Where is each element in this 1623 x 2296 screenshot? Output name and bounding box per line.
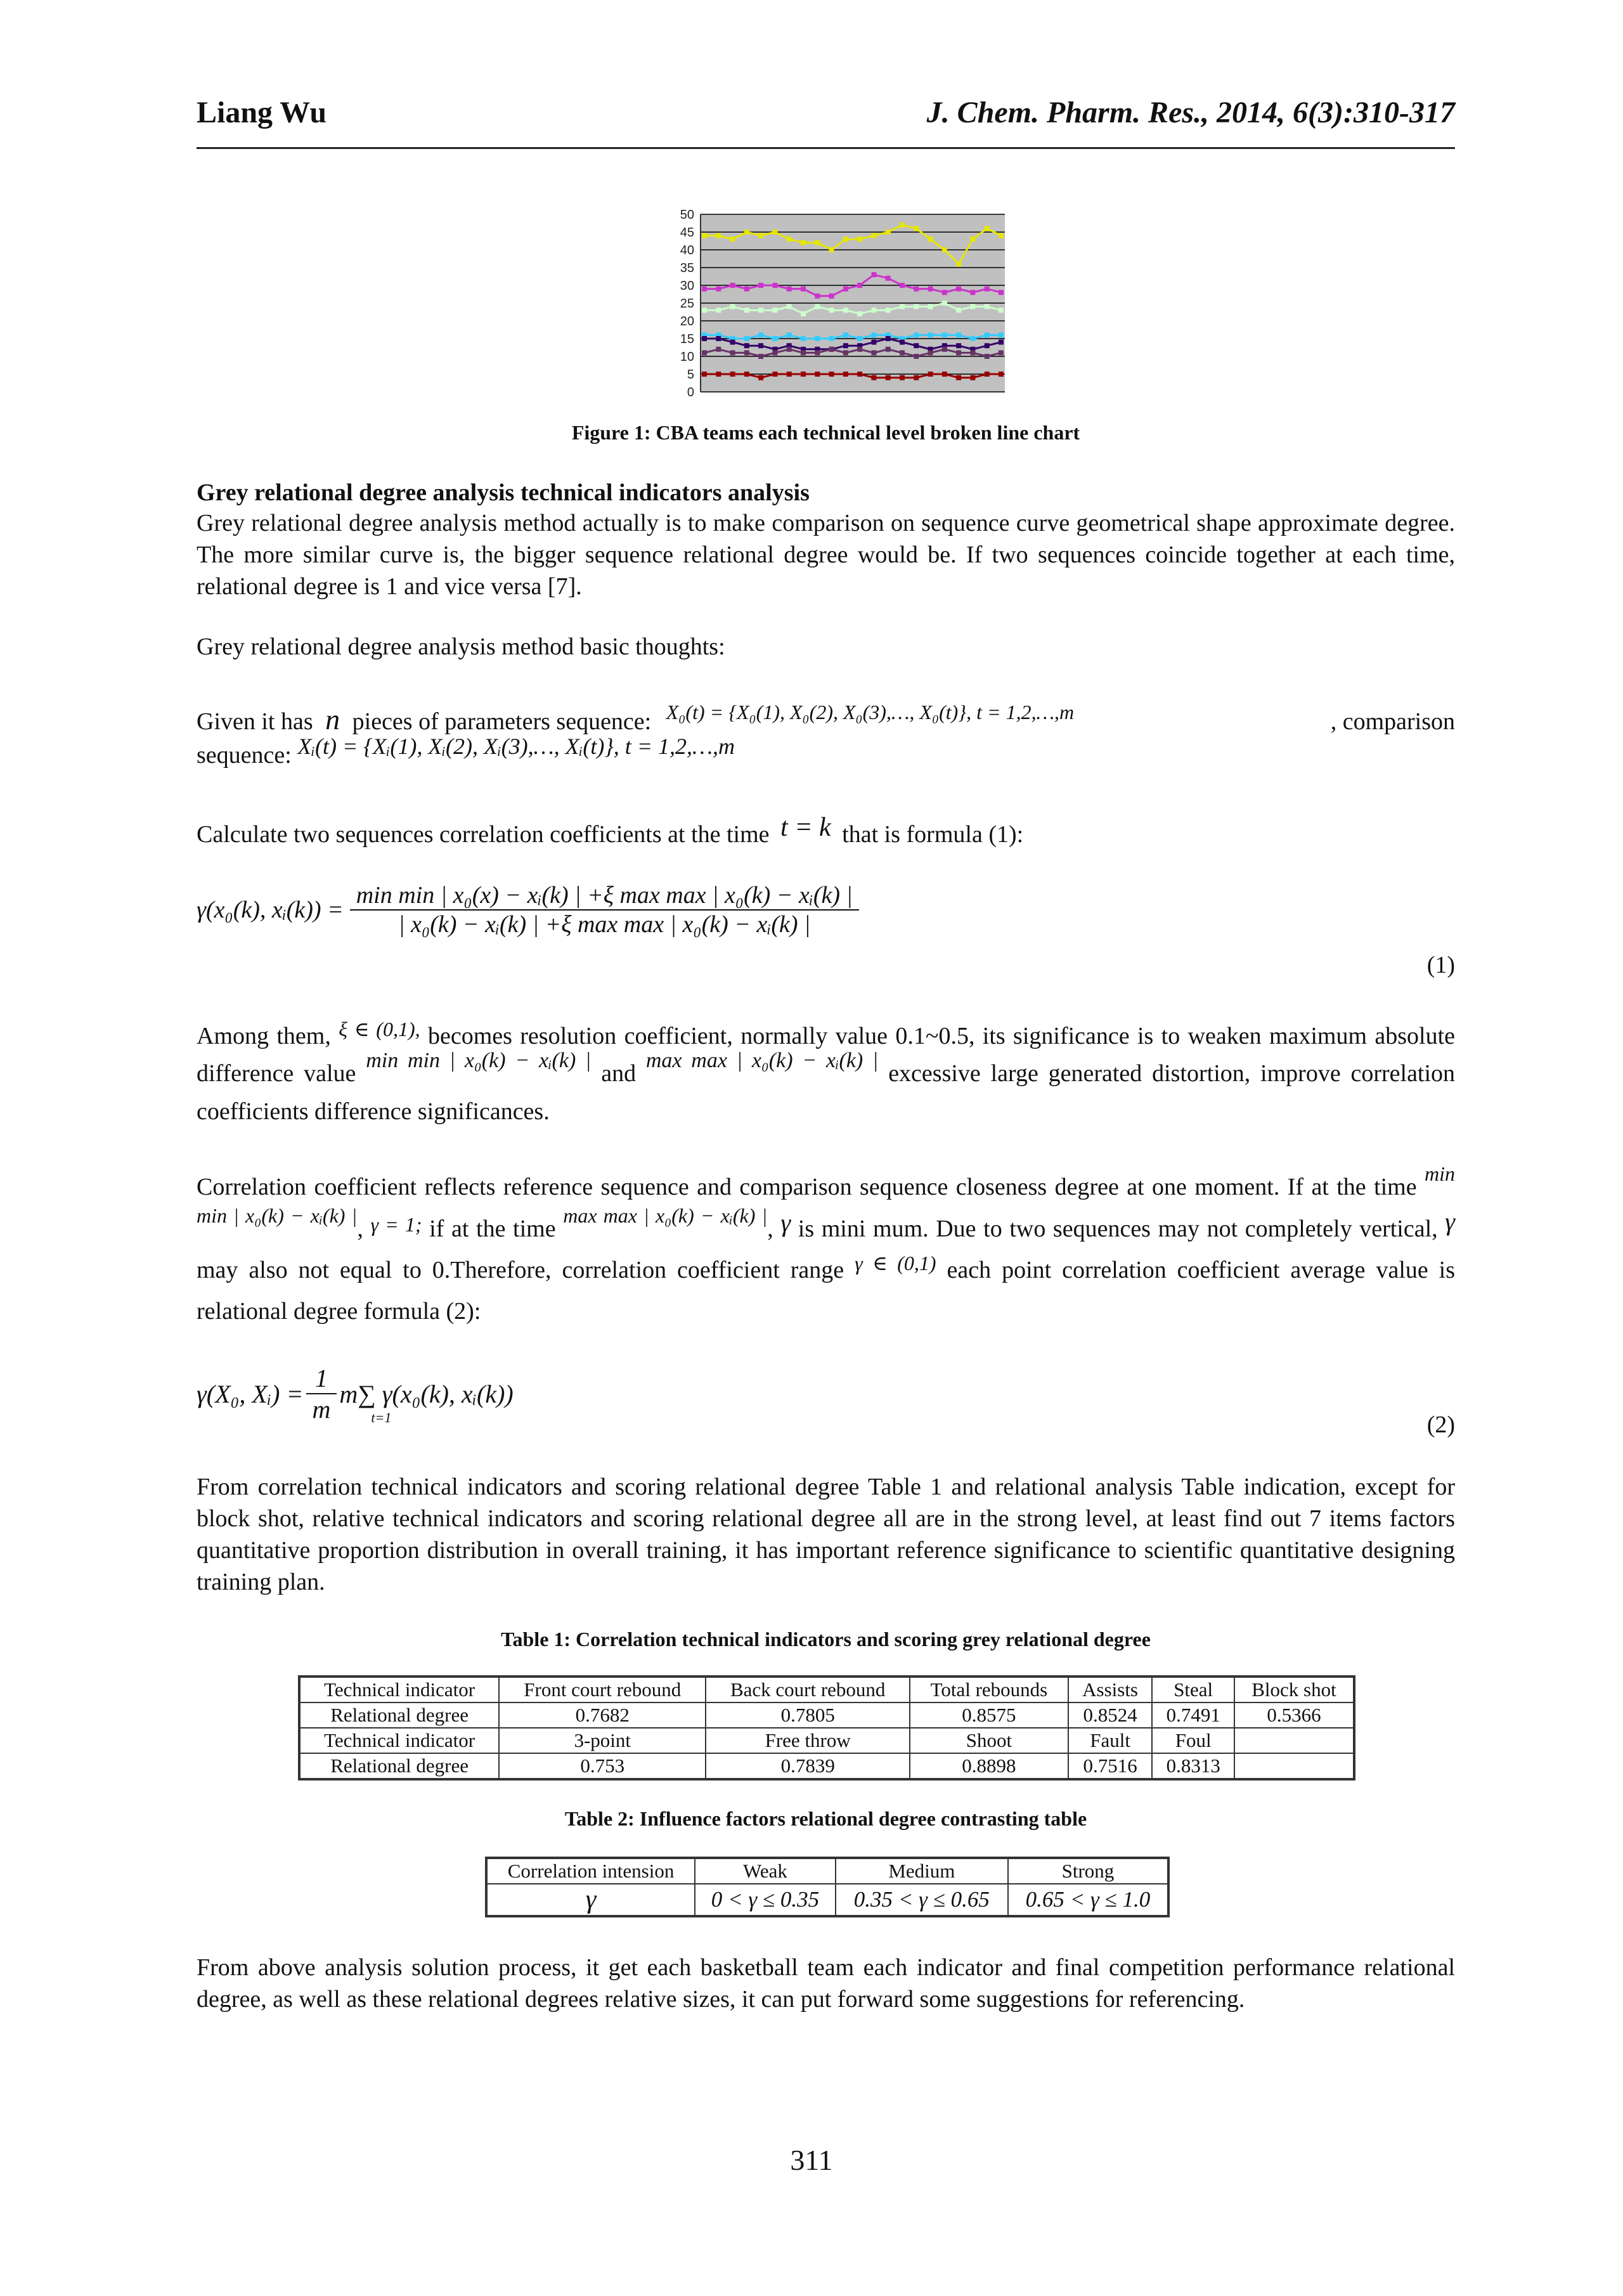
data-point: [900, 304, 905, 309]
y-tick-label: 50: [680, 208, 694, 222]
table-1-cell: Total rebounds: [910, 1677, 1068, 1703]
table-1-cell: Relational degree: [299, 1753, 499, 1779]
data-point: [985, 372, 990, 377]
data-point: [999, 332, 1004, 337]
data-point: [942, 301, 947, 306]
y-tick-label: 45: [680, 226, 694, 240]
table-1-cell: Relational degree: [299, 1703, 499, 1728]
paragraph-7: From correlation technical indicators and scoring relational degree Table 1 and relational analysis Table indication, except for block shot, relative technical indicators and scoring relational degree all are in the strong level, at least find out 7 items factors quantitative proportion distribution in overall training, it has important reference significance to scientific quantitative designing training plan.: [197, 1474, 1455, 1595]
data-point: [815, 294, 820, 299]
data-point: [801, 287, 806, 292]
header-rule: [197, 147, 1455, 149]
data-point: [886, 375, 891, 380]
data-point: [886, 308, 891, 313]
data-point: [956, 375, 961, 380]
data-point: [956, 343, 961, 348]
data-point: [758, 308, 763, 313]
table-2-cell: Strong: [1008, 1858, 1168, 1884]
line-chart: [653, 203, 1033, 406]
table-2-cell: Correlation intension: [486, 1858, 695, 1884]
data-point: [999, 233, 1004, 238]
data-point: [843, 332, 848, 337]
table-2-cell: 0 < γ ≤ 0.35: [695, 1884, 836, 1916]
header-journal: J. Chem. Pharm. Res., 2014, 6(3):310-317: [926, 96, 1455, 129]
table-1-cell: 0.5366: [1234, 1703, 1354, 1728]
data-point: [985, 304, 990, 309]
figure-1: [653, 203, 1033, 406]
data-point: [843, 308, 848, 313]
data-point: [928, 332, 933, 337]
table-1-row: [299, 1677, 1354, 1703]
data-point: [970, 350, 975, 355]
data-point: [871, 233, 876, 238]
data-point: [985, 343, 990, 348]
data-point: [970, 375, 975, 380]
data-point: [857, 283, 862, 288]
table-2-cell: 0.35 < γ ≤ 0.65: [836, 1884, 1008, 1916]
data-point: [702, 372, 707, 377]
data-point: [787, 332, 792, 337]
equation-1: γ(x₀(k), xᵢ(k)) = $\frac{\text{min min | x₀(x) − xᵢ(k) | +ξ max max | x₀(k) − xᵢ(k) |}}{\text{| x₀(k) − xᵢ(k) | +ξ max max | x₀(k) − xᵢ(k) |}}$: [197, 881, 859, 938]
data-point: [914, 226, 919, 231]
table-1-cell: Back court rebound: [706, 1677, 910, 1703]
data-point: [815, 372, 820, 377]
table-1-cell: Technical indicator: [299, 1677, 499, 1703]
data-point: [744, 308, 749, 313]
data-point: [956, 332, 961, 337]
data-point: [815, 304, 820, 309]
section-heading: Grey relational degree analysis technical indicators analysis: [197, 479, 810, 506]
data-point: [829, 308, 834, 313]
data-point: [716, 336, 721, 341]
table-2-cell: Medium: [836, 1858, 1008, 1884]
data-point: [772, 308, 777, 313]
data-point: [914, 304, 919, 309]
data-point: [956, 350, 961, 355]
data-point: [829, 247, 834, 252]
data-point: [815, 336, 820, 341]
table-1-cell: 0.7516: [1068, 1753, 1153, 1779]
data-point: [758, 332, 763, 337]
data-point: [702, 308, 707, 313]
data-point: [758, 233, 763, 238]
data-point: [985, 226, 990, 231]
data-point: [970, 237, 975, 242]
data-point: [702, 287, 707, 292]
paragraph-5: Among them, $^{\xi \in (0,1),}$ becomes resolution coefficient, normally value 0.1~0.5, its significance is to weaken maximum absolute difference value min min | x₀(k) − xᵢ(k) | and max max | x₀(k) − xᵢ(k) | excessive large generated distortion, improve correlation coefficients difference significances.: [197, 1018, 1456, 1125]
data-point: [744, 350, 749, 355]
table-1-cell: Technical indicator: [299, 1728, 499, 1753]
data-point: [871, 375, 876, 380]
table-1-cell: Front court rebound: [499, 1677, 706, 1703]
table-2: [485, 1857, 1170, 1917]
data-point: [744, 230, 749, 235]
y-tick-label: 35: [680, 261, 694, 275]
data-point: [843, 350, 848, 355]
data-point: [772, 283, 777, 288]
data-point: [716, 347, 721, 352]
page-number: 311: [790, 2144, 833, 2176]
data-point: [970, 304, 975, 309]
data-point: [942, 290, 947, 295]
data-point: [928, 304, 933, 309]
data-point: [942, 347, 947, 352]
data-point: [730, 283, 735, 288]
data-point: [829, 336, 834, 341]
data-point: [716, 287, 721, 292]
table-1-cell: 0.8524: [1068, 1703, 1153, 1728]
data-point: [829, 347, 834, 352]
data-point: [871, 350, 876, 355]
data-point: [999, 372, 1004, 377]
data-point: [914, 354, 919, 359]
table-1-cell: 0.8898: [910, 1753, 1068, 1779]
table-1-cell: 0.7839: [706, 1753, 910, 1779]
data-point: [772, 230, 777, 235]
data-point: [999, 350, 1004, 355]
paragraph-2: Grey relational degree analysis method basic thoughts:: [197, 633, 725, 660]
data-point: [843, 237, 848, 242]
data-point: [730, 237, 735, 242]
data-point: [758, 354, 763, 359]
data-point: [857, 347, 862, 352]
table-1-cell: Fault: [1068, 1728, 1153, 1753]
y-tick-label: 25: [680, 297, 694, 311]
data-point: [914, 332, 919, 337]
data-point: [772, 336, 777, 341]
data-point: [829, 294, 834, 299]
data-point: [857, 311, 862, 316]
table-1-cell: Assists: [1068, 1677, 1153, 1703]
table-2-cell: Weak: [695, 1858, 836, 1884]
table-1-cell: 0.7682: [499, 1703, 706, 1728]
data-point: [801, 336, 806, 341]
data-point: [914, 343, 919, 348]
table-1-cell: 0.8313: [1152, 1753, 1234, 1779]
equation-2: γ(X₀, Xᵢ) = $\frac{1}{m}$ m∑ γ(x₀(k), xᵢ(k)) t=1: [197, 1364, 514, 1425]
y-tick-label: 30: [680, 279, 694, 293]
header-author: Liang Wu: [197, 96, 327, 129]
data-point: [900, 223, 905, 228]
data-point: [857, 372, 862, 377]
data-point: [702, 233, 707, 238]
data-point: [900, 375, 905, 380]
data-point: [886, 276, 891, 281]
data-point: [985, 354, 990, 359]
y-tick-label: 10: [680, 350, 694, 364]
data-point: [843, 287, 848, 292]
table-1-cell: 0.753: [499, 1753, 706, 1779]
data-point: [956, 308, 961, 313]
data-point: [815, 350, 820, 355]
table-1-row: [299, 1703, 1354, 1728]
data-point: [801, 350, 806, 355]
data-point: [900, 350, 905, 355]
data-point: [758, 343, 763, 348]
paragraph-3: Given it has n pieces of parameters sequence: $^{X_0(t) = \{X_0(1), X_0(2), X_0(3),\dots, X_0(t)\}, t = 1,2,\dots,m}$ , comparison sequence: Xᵢ(t) = {Xᵢ(1), Xᵢ(2), Xᵢ(3),…, Xᵢ(t)}, t = 1,2,…,m: [197, 701, 1455, 769]
data-point: [772, 372, 777, 377]
y-tick-label: 40: [680, 243, 694, 257]
data-point: [928, 287, 933, 292]
data-point: [956, 261, 961, 266]
data-point: [999, 290, 1004, 295]
data-point: [900, 283, 905, 288]
data-point: [730, 304, 735, 309]
data-point: [871, 272, 876, 277]
data-point: [985, 332, 990, 337]
data-point: [787, 347, 792, 352]
data-point: [886, 347, 891, 352]
data-point: [942, 247, 947, 252]
table-1: [298, 1675, 1355, 1780]
data-point: [787, 304, 792, 309]
table-1-row: [299, 1753, 1354, 1779]
data-point: [999, 340, 1004, 345]
data-point: [942, 372, 947, 377]
data-point: [871, 332, 876, 337]
data-point: [928, 237, 933, 242]
data-point: [857, 336, 862, 341]
table-1-cell: Shoot: [910, 1728, 1068, 1753]
table-1-caption: Table 1: Correlation technical indicators and scoring grey relational degree: [501, 1628, 1151, 1651]
data-point: [970, 290, 975, 295]
equation-2-number: (2): [1426, 1411, 1455, 1438]
data-point: [970, 336, 975, 341]
data-point: [914, 287, 919, 292]
data-point: [886, 336, 891, 341]
data-point: [787, 287, 792, 292]
data-point: [716, 372, 721, 377]
data-point: [886, 230, 891, 235]
table-1-cell: Foul: [1152, 1728, 1234, 1753]
table-2-cell: γ: [486, 1884, 695, 1916]
data-point: [758, 283, 763, 288]
y-tick-label: 20: [680, 315, 694, 328]
figure-1-caption: Figure 1: CBA teams each technical level broken line chart: [571, 421, 1080, 444]
table-1-cell: Steal: [1152, 1677, 1234, 1703]
closing-paragraph: From above analysis solution process, it get each basketball team each indicator and final competition performance relational degree, as well as these relational degrees relative sizes, it can put forward some suggestions for referencing.: [197, 1954, 1455, 2013]
table-2-header-row: [486, 1858, 1168, 1884]
data-point: [730, 372, 735, 377]
table-1-cell: [1234, 1728, 1354, 1753]
data-point: [871, 308, 876, 313]
table-2-caption: Table 2: Influence factors relational degree contrasting table: [564, 1807, 1087, 1830]
data-point: [716, 233, 721, 238]
paragraph-1: Grey relational degree analysis method actually is to make comparison on sequence curve geometrical shape approximate degree. The more similar curve is, the bigger sequence relational degree would be. If two sequences coincide together at each time, relational degree is 1 and vice versa [7].: [197, 510, 1455, 600]
data-point: [815, 240, 820, 245]
data-point: [744, 336, 749, 341]
table-1-cell: Block shot: [1234, 1677, 1354, 1703]
data-point: [730, 350, 735, 355]
data-point: [801, 240, 806, 245]
data-point: [801, 311, 806, 316]
data-point: [871, 340, 876, 345]
data-point: [758, 375, 763, 380]
data-point: [730, 340, 735, 345]
data-point: [702, 350, 707, 355]
data-point: [900, 340, 905, 345]
data-point: [928, 372, 933, 377]
table-1-row: [299, 1728, 1354, 1753]
paragraph-4: Calculate two sequences correlation coefficients at the time t = k that is formula (1):: [197, 813, 1024, 848]
data-point: [716, 308, 721, 313]
table-1-cell: [1234, 1753, 1354, 1779]
data-point: [956, 287, 961, 292]
paragraph-6: Correlation coefficient reflects reference sequence and comparison sequence closeness degree at one moment. If at the time $^{min min | x_0(k) - xᵢ(k) |}$, $^{\gamma = 1;}$ if at the time $^{max max | x_0(k) - xᵢ(k) |}$, γ is mini mum. Due to two sequences may not completely vertical, γ may also not equal to 0.Therefore, correlation coefficient range $^{\gamma \in (0,1)}$ each point correlation coefficient average value is relational degree formula (2):: [197, 1162, 1456, 1325]
data-point: [942, 332, 947, 337]
data-point: [772, 350, 777, 355]
data-point: [744, 372, 749, 377]
data-point: [787, 372, 792, 377]
data-point: [928, 350, 933, 355]
data-point: [857, 237, 862, 242]
data-point: [787, 237, 792, 242]
table-2-cell: 0.65 < γ ≤ 1.0: [1008, 1884, 1168, 1916]
table-1-cell: 0.8575: [910, 1703, 1068, 1728]
y-tick-label: 15: [680, 332, 694, 346]
data-point: [702, 336, 707, 341]
table-2-data-row: [486, 1884, 1168, 1916]
data-point: [744, 287, 749, 292]
table-1-cell: Free throw: [706, 1728, 910, 1753]
y-tick-label: 5: [687, 368, 694, 382]
data-point: [744, 343, 749, 348]
table-1-cell: 0.7805: [706, 1703, 910, 1728]
data-point: [843, 343, 848, 348]
equation-1-number: (1): [1426, 952, 1455, 978]
data-point: [829, 372, 834, 377]
data-point: [914, 375, 919, 380]
data-point: [985, 287, 990, 292]
table-1-cell: 0.7491: [1152, 1703, 1234, 1728]
data-point: [999, 308, 1004, 313]
data-point: [843, 372, 848, 377]
table-1-cell: 3-point: [499, 1728, 706, 1753]
y-tick-label: 0: [687, 386, 694, 399]
data-point: [801, 372, 806, 377]
